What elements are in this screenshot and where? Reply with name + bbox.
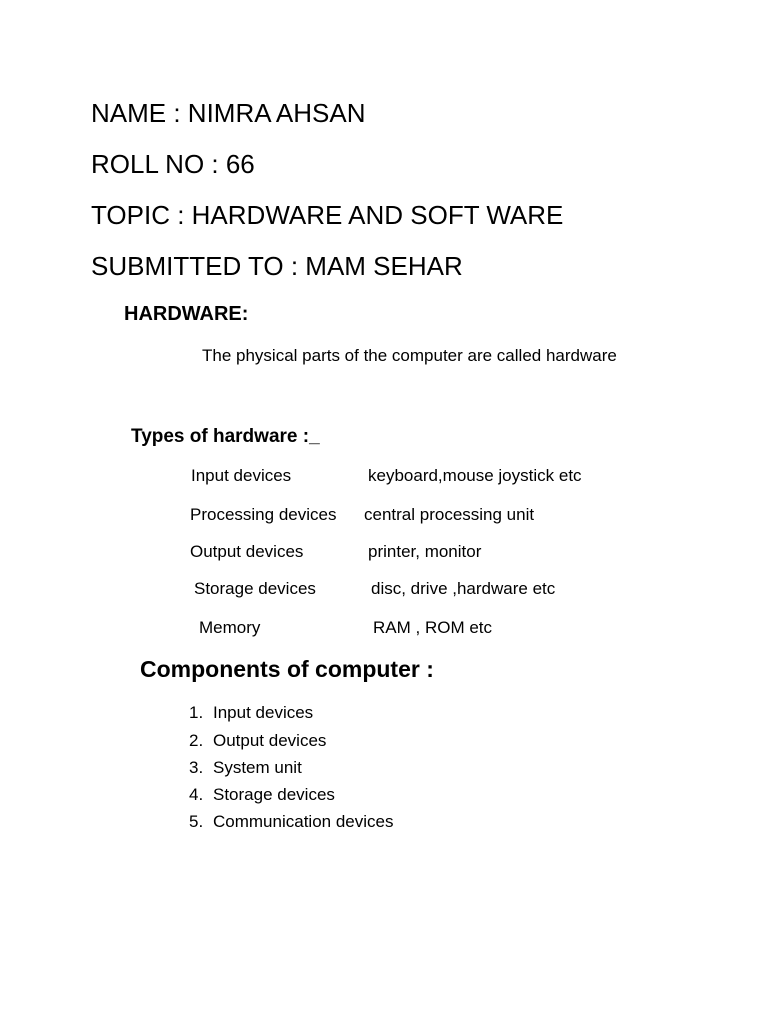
- hardware-heading: HARDWARE:: [124, 303, 249, 325]
- list-text: Communication devices: [213, 812, 394, 831]
- device-name: Output devices: [190, 542, 304, 561]
- device-name: Processing devices: [190, 505, 337, 524]
- list-text: Storage devices: [213, 785, 335, 804]
- device-examples: RAM , ROM etc: [373, 618, 493, 637]
- device-examples: printer, monitor: [368, 542, 482, 561]
- list-text: Output devices: [213, 731, 327, 750]
- roll-number: ROLL NO : 66: [91, 149, 255, 179]
- device-name: Storage devices: [194, 579, 316, 598]
- hardware-definition: The physical parts of the computer are called hardware: [202, 346, 617, 365]
- list-number: 3.: [189, 758, 204, 777]
- list-text: System unit: [213, 758, 302, 777]
- list-number: 2.: [189, 731, 204, 750]
- device-examples: keyboard,mouse joystick etc: [368, 466, 582, 485]
- topic: TOPIC : HARDWARE AND SOFT WARE: [91, 200, 564, 230]
- types-heading: Types of hardware :_: [131, 426, 320, 447]
- list-number: 5.: [189, 812, 204, 831]
- student-name: NAME : NIMRA AHSAN: [91, 98, 366, 128]
- device-name: Input devices: [191, 466, 292, 485]
- device-examples: disc, drive ,hardware etc: [371, 579, 556, 598]
- list-number: 1.: [189, 703, 204, 722]
- list-text: Input devices: [213, 703, 314, 722]
- list-number: 4.: [189, 785, 204, 804]
- components-heading: Components of computer :: [140, 656, 434, 682]
- device-name: Memory: [199, 618, 261, 637]
- device-examples: central processing unit: [364, 505, 535, 524]
- submitted-to: SUBMITTED TO : MAM SEHAR: [91, 251, 463, 281]
